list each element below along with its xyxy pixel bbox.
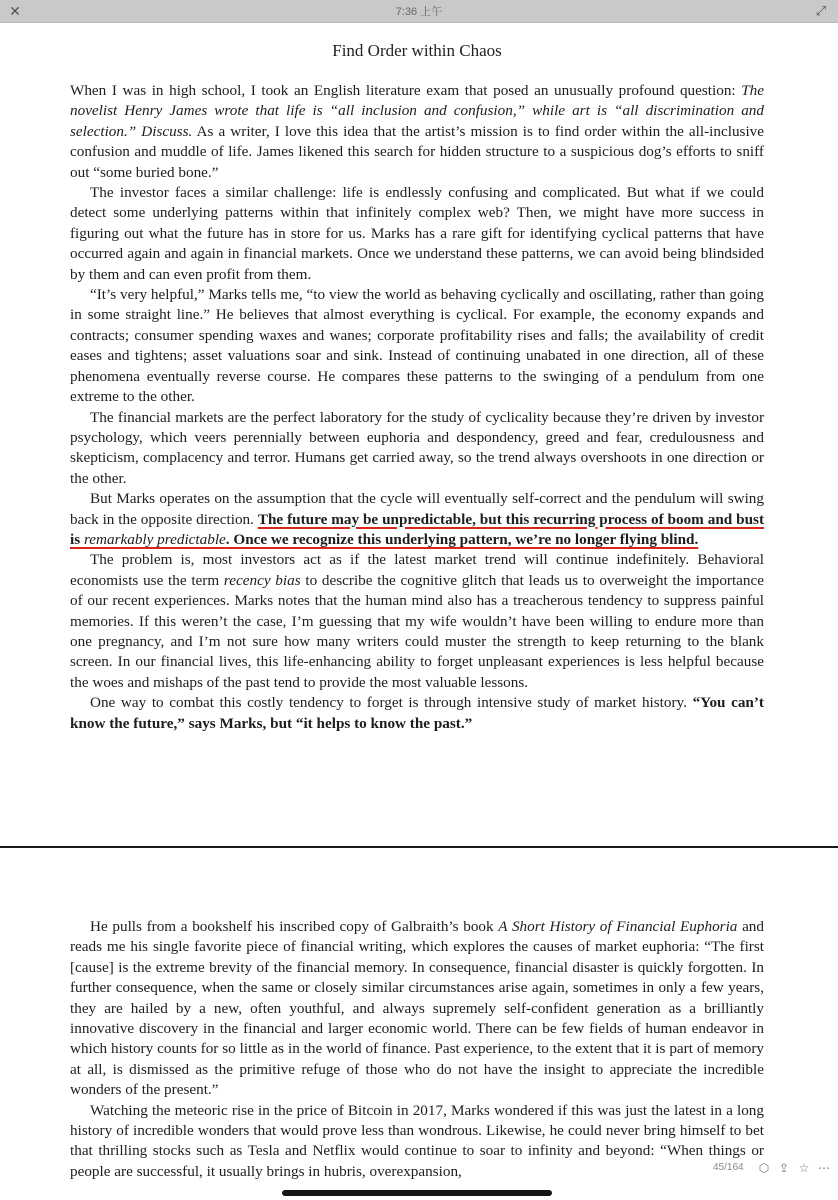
viewer-topbar [0, 0, 838, 23]
cube-icon[interactable]: ⬡ [758, 1161, 770, 1175]
paragraph-6: The problem is, most investors act as if the latest market trend will continue indefinitely. Behavioral economists use the term recency bias to describe the cognitive glitch that leads us to overweight the importance of our recent experiences. Marks notes that the human mind also has a treacherous tendency to suppress painful memories. If this weren’t the case, I’m guessing that my wife wouldn’t have been willing to endure more than one pregnancy, and I’m not sure how many writers could muster the strength to keep returning to the blank screen. In our financial lives, this life-enhancing ability to forget unpleasant experiences is less helpful because the woes and mishaps of the past tend to provide the most valuable lessons. [70, 551, 765, 691]
paragraph-9: Watching the meteoric rise in the price of Bitcoin in 2017, Marks wondered if this was just the latest in a long history of incredible wonders that would prove less than wondrous. Likewise, he could never bring himself to bet that thrilling stocks such as Tesla and Netflix would continue to soar to infinity and beyond: “When things or people are successful, it usually brings in hubris, overexpansion, [70, 1101, 764, 1180]
more-icon[interactable]: ⋯ [818, 1161, 830, 1175]
share-icon[interactable]: ⇪ [778, 1161, 790, 1175]
book-page-1 [70, 40, 764, 734]
paragraph-3: “It’s very helpful,” Marks tells me, “to view the world as behaving cyclically and oscillating, rather than going in some straight line.” He believes that almost everything is cyclical. For example, the economy expands and contracts; consumer spending waxes and wanes; corporate profitability rises and falls; the availability of credit eases and tightens; asset valuations soar and sink. Instead of continuing unabated in one direction, all of these phenomena eventually reverse course. He compares these patterns to the swinging of a pendulum from one extreme to the other. [70, 286, 764, 406]
ink-strike-mark [282, 1190, 552, 1196]
status-time: 7:36 上午 [395, 6, 443, 18]
paragraph-1: When I was in high school, I took an English literature exam that posed an unusually profound question: The novelist Henry James wrote that life is “all inclusion and confusion,” while art is “all discrimination and selection.” Discuss. As a writer, I love this idea that the artist’s mission is to find order within the all-inclusive confusion and muddle of life. James likened this search for hidden structure to a suspicious dog’s efforts to sniff out “some buried bone.” [70, 82, 765, 181]
close-icon[interactable]: ✕ [9, 3, 21, 19]
paragraph-4: The financial markets are the perfect laboratory for the study of cyclicality because they’re driven by investor psychology, which veers perennially between euphoria and despondency, greed and fear, credulousness and skepticism, complacency and terror. Humans get carried away, so the trend always overshoots in one direction or the other. [70, 408, 764, 487]
italic-quote: The novelist Henry James wrote that life is “all inclusion and confusion,” while art is “all discrimination and selection.” Discuss. [70, 82, 764, 140]
paragraph-7: One way to combat this costly tendency to forget is through intensive study of market history. “You can’t know the future,” says Marks, but “it helps to know the past.” [70, 694, 764, 732]
highlighted-passage: The future may be unpredictable, but this recurring process of boom and bust is remarkably predictable. Once we recognize this underlying pattern, we’re no longer flying blind. [70, 510, 765, 548]
book-page-2 [70, 917, 764, 1182]
chapter-title: Find Order within Chaos [332, 41, 502, 60]
page-divider [0, 846, 838, 848]
paragraph-2: The investor faces a similar challenge: life is endlessly confusing and complicated. But what if we could detect some underlying patterns within that infinitely complex web? Then, we might have more success in figuring out what the future has in store for us. Marks has a rare gift for identifying cyclical patterns that have occurred again and again in financial markets. Once we understand these patterns, we can avoid being blindsided by them and can even profit from them. [70, 184, 764, 283]
page-indicator: 45/164 [713, 1162, 744, 1173]
bold-quote: “You can’t know the future,” says Marks, but “it helps to know the past.” [70, 694, 764, 732]
book-title: A Short History of Financial Euphoria [498, 918, 738, 935]
paragraph-5: But Marks operates on the assumption that the cycle will eventually self-correct and the pendulum will swing back in the opposite direction. The future may be unpredictable, but this recurring process of boom and bust is remarkably predictable. Once we recognize this underlying pattern, we’re no longer flying blind. [70, 490, 765, 548]
star-icon[interactable]: ☆ [798, 1161, 810, 1175]
paragraph-8: He pulls from a bookshelf his inscribed copy of Galbraith’s book A Short History of Financial Euphoria and reads me his single favorite piece of financial writing, which explores the causes of market euphoria: “The first [cause] is the extreme brevity of the financial memory. In consequence, financial disaster is quickly forgotten. In further consequence, when the same or closely similar circumstances arise again, sometimes in only a few years, they are hailed by a new, often youthful, and always supremely self-confident generation as a brilliantly innovative discovery in the financial and larger economic world. There can be few fields of human endeavor in which history counts for so little as in the world of finance. Past experience, to the extent that it is part of memory at all, is dismissed as the primitive refuge of those who do not have the insight to appreciate the incredible wonders of the present.” [70, 918, 764, 1099]
expand-icon[interactable]: ⤢ [815, 3, 827, 18]
